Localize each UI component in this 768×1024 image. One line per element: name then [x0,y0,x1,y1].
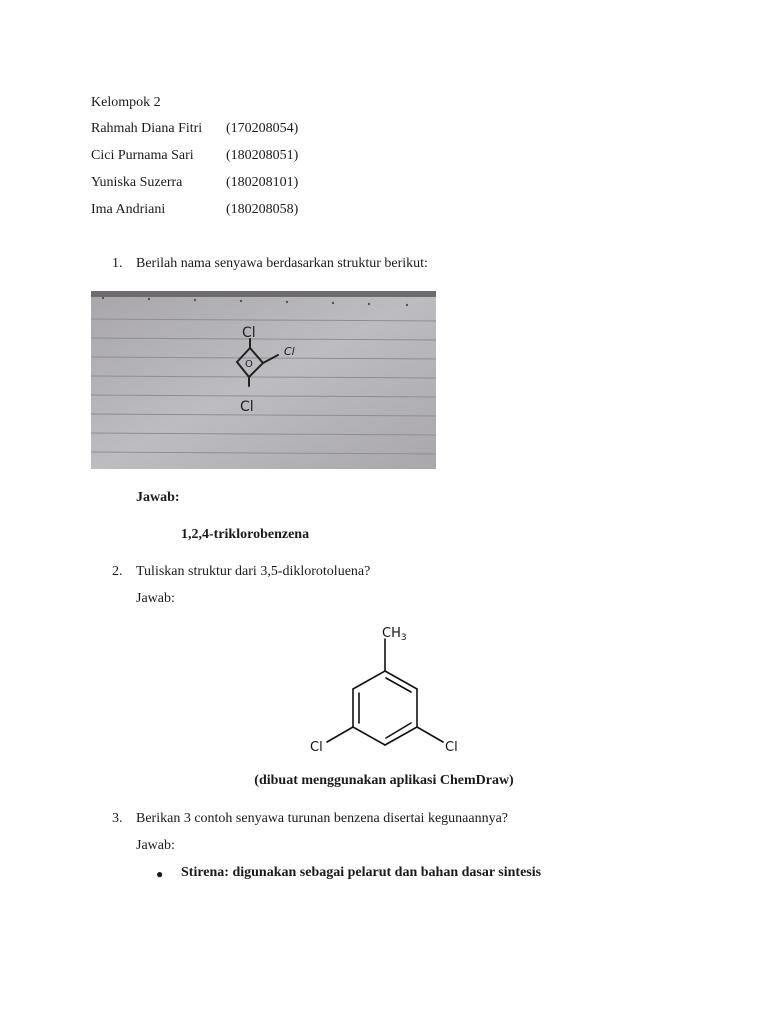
question-text: Tuliskan struktur dari 3,5-diklorotoluena? [136,564,371,579]
member-id: (180208101) [226,175,299,190]
label-cl-right: Cl [445,740,458,755]
question-text: Berikan 3 contoh senyawa turunan benzena disertai kegunaannya? [136,811,509,826]
structure-caption: (dibuat menggunakan aplikasi ChemDraw) [254,773,514,788]
member-name: Cici Purnama Sari [91,148,194,163]
label-ch3: $CH_3$ [382,626,407,643]
question-text: Berilah nama senyawa berdasarkan struktur berikut: [136,256,428,271]
chemdraw-structure [300,615,470,760]
member-id: (180208051) [226,148,299,163]
bullet-icon: ● [156,867,164,881]
photo-label-cl-right: Cl [284,345,295,358]
member-name: Rahmah Diana Fitri [91,121,203,136]
list-item: Stirena: digunakan sebagai pelarut dan bahan dasar sintesis [181,865,542,880]
member-id: (170208054) [226,121,299,136]
answer-label: Jawab: [136,490,180,505]
member-name: Ima Andriani [91,202,166,217]
answer-label: Jawab: [136,591,175,606]
question-number: 1. [112,256,123,271]
label-cl-left: Cl [310,740,323,755]
answer-label: Jawab: [136,838,175,853]
group-title: Kelompok 2 [91,95,161,110]
member-name: Yuniska Suzerra [91,175,183,190]
question-number: 2. [112,564,123,579]
answer-text: 1,2,4-triklorobenzena [181,527,310,542]
question-number: 3. [112,811,123,826]
photo-label-cl-top: Cl [242,325,256,341]
member-id: (180208058) [226,202,299,217]
handwritten-structure-photo [91,291,436,469]
photo-label-cl-bottom: Cl [240,399,254,415]
photo-label-ring: O [245,359,253,370]
